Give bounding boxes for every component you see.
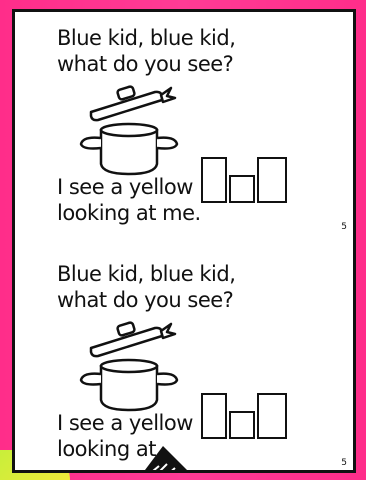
worksheet-page-2	[15, 248, 353, 473]
verse-line-1: Blue kid, blue kid,	[57, 262, 236, 286]
verse-line-1: Blue kid, blue kid,	[57, 26, 236, 50]
letter-box-2[interactable]	[229, 411, 255, 439]
letter-box-1[interactable]	[201, 157, 227, 203]
worksheet-page-1	[15, 12, 353, 240]
verse-line-3: I see a yellow	[57, 411, 193, 435]
verse-line-2: what do you see?	[57, 288, 234, 312]
letter-box-3[interactable]	[257, 393, 287, 439]
verse-line-4: looking at me.	[57, 201, 201, 225]
zigzag-cursor-icon[interactable]	[133, 446, 203, 473]
letter-box-1[interactable]	[201, 393, 227, 439]
letter-box-3[interactable]	[257, 157, 287, 203]
letter-box-2[interactable]	[229, 175, 255, 203]
verse-line-3: I see a yellow	[57, 175, 193, 199]
verse-line-2: what do you see?	[57, 52, 234, 76]
pot-with-lid-icon	[63, 78, 193, 182]
worksheet-card	[12, 9, 356, 473]
page-number: 5	[341, 222, 347, 232]
page-number: 5	[341, 458, 347, 468]
verse-line-4: looking at	[57, 437, 156, 461]
pot-with-lid-icon	[63, 314, 193, 418]
